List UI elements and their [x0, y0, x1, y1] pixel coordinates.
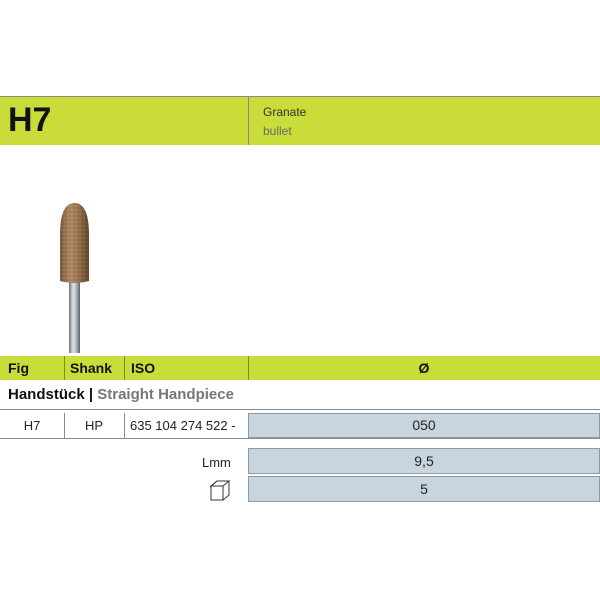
product-shape: bullet: [263, 124, 292, 138]
column-iso: ISO: [131, 360, 156, 376]
column-diameter: Ø: [418, 360, 430, 376]
box-icon: [208, 478, 234, 502]
row-diameter: 050: [248, 413, 600, 438]
section-heading: [8, 386, 234, 403]
section-subtitle: Straight Handpiece: [97, 386, 234, 403]
product-header: [0, 97, 600, 145]
package-quantity: 5: [248, 476, 600, 502]
shank-shape: [69, 275, 80, 353]
column-shank: Shank: [70, 360, 113, 376]
row-shank: HP: [84, 418, 104, 433]
row-divider: [124, 413, 125, 438]
product-material: Granate: [263, 105, 307, 119]
length-label: Lmm: [202, 455, 231, 470]
column-divider: [124, 356, 125, 380]
section-title: Handstück |: [8, 386, 94, 403]
header-divider: [248, 97, 249, 145]
row-iso: 635 104 274 522 -: [130, 418, 236, 433]
column-fig: Fig: [8, 360, 29, 376]
bur-image: [45, 195, 105, 355]
column-header-bar: [0, 356, 600, 380]
product-code: H7: [8, 101, 52, 139]
section-rule: [0, 409, 600, 410]
row-rule: [0, 438, 600, 439]
row-fig: H7: [23, 418, 41, 433]
length-value: 9,5: [248, 448, 600, 474]
column-divider: [64, 356, 65, 380]
